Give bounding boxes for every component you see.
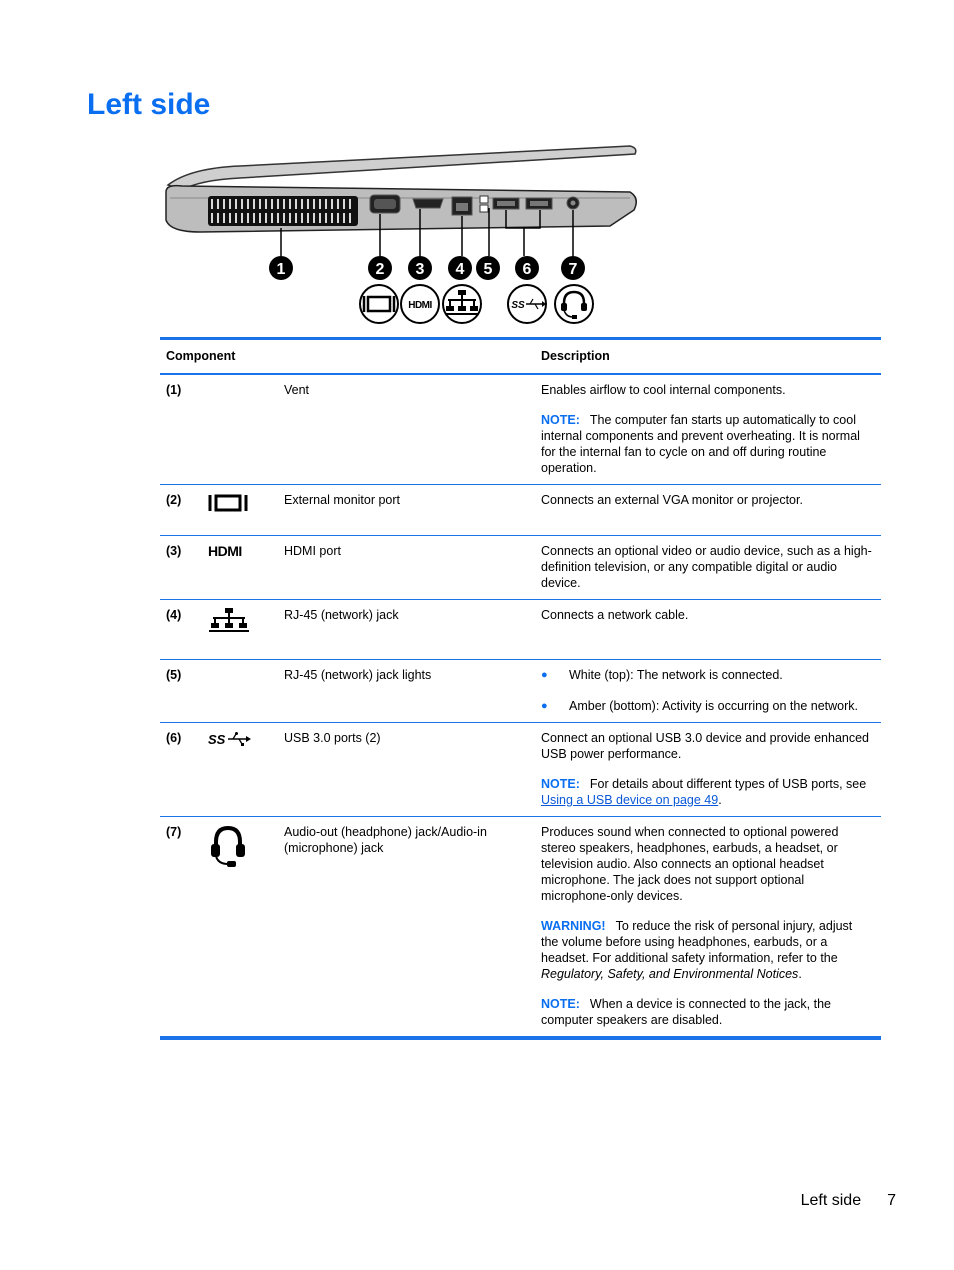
- callout-6: [515, 256, 539, 280]
- table-row: [160, 817, 881, 1039]
- hdmi-icon: [401, 285, 439, 323]
- row-number: (5): [166, 668, 182, 682]
- description-text: Enables airflow to cool internal components.: [541, 383, 786, 397]
- warning: [541, 918, 873, 982]
- bullet-item: [541, 698, 873, 714]
- row-description: [535, 485, 881, 536]
- description-text: Connects an optional video or audio device, such as a high-definition television, or any compatible digital or audio device.: [541, 544, 872, 590]
- vga-icon: [360, 285, 398, 323]
- row-component-name: RJ-45 (network) jack lights: [284, 668, 432, 682]
- usb-device-link[interactable]: Using a USB device on page 49: [541, 793, 719, 807]
- hdmi-port: [413, 199, 443, 208]
- table-row: [160, 536, 881, 600]
- row-icon-cell: [204, 660, 278, 723]
- svg-text:4: 4: [455, 261, 465, 278]
- note: [541, 776, 873, 808]
- note: [541, 412, 873, 476]
- description-text: Connects a network cable.: [541, 608, 689, 622]
- callout-4: [448, 256, 472, 280]
- warning-text-end: .: [798, 967, 802, 981]
- row-component-name: External monitor port: [284, 493, 401, 507]
- row-icon-cell: [204, 723, 278, 817]
- hdmi-icon: [208, 543, 264, 559]
- page-footer: [801, 1192, 896, 1210]
- rj45-light-bottom: [480, 205, 488, 212]
- note-text: For details about different types of USB ports, see: [589, 777, 867, 791]
- headphone-icon: [555, 285, 593, 323]
- row-description: [535, 374, 881, 485]
- note-text: When a device is connected to the jack, the computer speakers are disabled.: [541, 997, 832, 1027]
- table-row: [160, 374, 881, 485]
- laptop-left-side-figure: [160, 140, 650, 330]
- row-description: [535, 817, 881, 1039]
- note-label: NOTE:: [541, 413, 580, 427]
- warning-label: WARNING!: [541, 919, 606, 933]
- note-label: NOTE:: [541, 777, 580, 791]
- note-label: NOTE:: [541, 997, 580, 1011]
- svg-text:HDMI: HDMI: [208, 543, 242, 559]
- rj45-light-top: [480, 196, 488, 203]
- bullet-icon: ●: [541, 700, 548, 712]
- row-component-name: RJ-45 (network) jack: [284, 608, 399, 622]
- svg-text:7: 7: [568, 261, 578, 278]
- laptop-lid: [168, 146, 636, 190]
- row-description: [535, 600, 881, 660]
- bullet-text: White (top): The network is connected.: [569, 668, 783, 682]
- table-row: [160, 485, 881, 536]
- components-table: [160, 337, 881, 1040]
- row-icon-cell: [204, 817, 278, 1039]
- svg-text:1: 1: [276, 261, 286, 278]
- callout-3: [408, 256, 432, 280]
- bullet-item: [541, 667, 873, 683]
- note: [541, 996, 873, 1028]
- footer-page-number: 7: [887, 1192, 896, 1209]
- row-icon-cell: [204, 485, 278, 536]
- row-number: (7): [166, 825, 182, 839]
- svg-text:6: 6: [522, 261, 532, 278]
- note-text-end: .: [718, 793, 722, 807]
- callout-5: [476, 256, 500, 280]
- network-icon: [208, 607, 250, 633]
- bullet-icon: ●: [541, 669, 548, 681]
- vga-icon: [208, 492, 248, 514]
- table-row: [160, 660, 881, 723]
- row-component-name: Vent: [284, 383, 310, 397]
- description-text: Connect an optional USB 3.0 device and provide enhanced USB power performance.: [541, 731, 870, 761]
- usb-ss-icon: [508, 285, 546, 323]
- description-text: Connects an external VGA monitor or projector.: [541, 493, 803, 507]
- bullet-text: Amber (bottom): Activity is occurring on the network.: [569, 699, 858, 713]
- row-icon-cell: [204, 536, 278, 600]
- table-row: [160, 723, 881, 817]
- note-text: The computer fan starts up automatically to cool internal components and prevent overheating. It is normal for the internal fan to cycle on and off during routine operation.: [541, 413, 860, 475]
- warning-text: To reduce the risk of personal injury, adjust the volume before using headphones, earbuds, or a headset. For additional safety information, refer to the: [541, 919, 853, 965]
- headphone-icon: [208, 824, 248, 868]
- row-number: (1): [166, 383, 182, 397]
- row-component-name: Audio-out (headphone) jack/Audio-in (microphone) jack: [284, 825, 487, 855]
- row-component-name: HDMI port: [284, 544, 341, 558]
- row-component-name: USB 3.0 ports (2): [284, 731, 381, 745]
- vent-grille: [208, 196, 358, 226]
- row-description: [535, 723, 881, 817]
- usb-ss-icon: [208, 730, 252, 748]
- callout-1: [269, 256, 293, 280]
- svg-text:SS: SS: [511, 300, 525, 311]
- row-number: (4): [166, 608, 182, 622]
- table-header-row: [160, 339, 881, 375]
- row-description: [535, 660, 881, 723]
- page-title: Left side: [87, 88, 211, 121]
- callout-7: [561, 256, 585, 280]
- row-number: (2): [166, 493, 182, 507]
- svg-text:3: 3: [415, 261, 425, 278]
- svg-text:2: 2: [375, 261, 385, 278]
- callout-2: [368, 256, 392, 280]
- row-icon-cell: [204, 600, 278, 660]
- table-row: [160, 600, 881, 660]
- svg-text:HDMI: HDMI: [408, 300, 432, 311]
- row-number: (6): [166, 731, 182, 745]
- header-component: Component: [166, 349, 236, 363]
- warning-document-title: Regulatory, Safety, and Environmental Notices: [541, 967, 799, 981]
- description-text: Produces sound when connected to optional powered stereo speakers, headphones, earbuds, a headset, or television audio. Also connects an optional headset microphone. The jack does not support optional microphone-only devices.: [541, 825, 839, 903]
- svg-text:SS: SS: [208, 732, 226, 747]
- row-description: [535, 536, 881, 600]
- row-number: (3): [166, 544, 182, 558]
- network-icon: [443, 285, 481, 323]
- header-description: Description: [541, 349, 610, 363]
- footer-section-title: Left side: [800, 1192, 862, 1209]
- row-icon-cell: [204, 374, 278, 485]
- svg-text:5: 5: [483, 261, 493, 278]
